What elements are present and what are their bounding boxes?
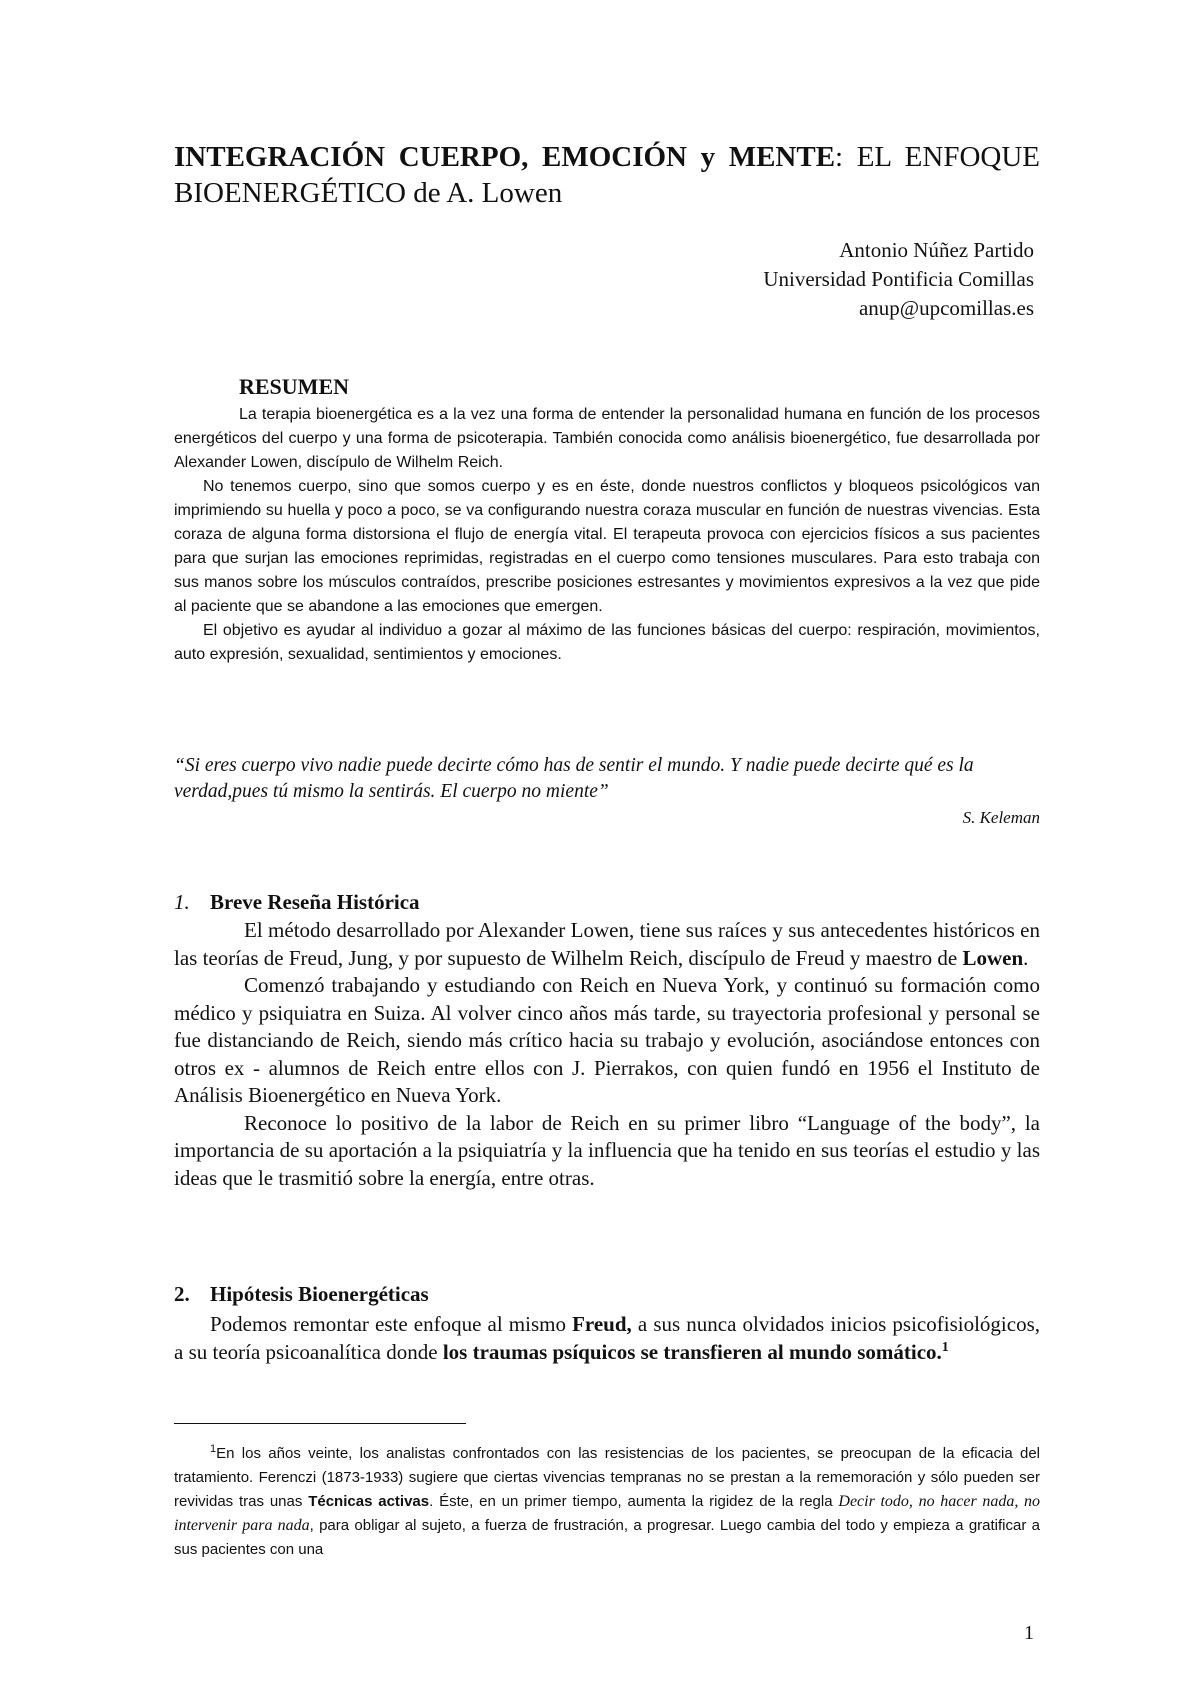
- paper-title: [174, 140, 1040, 174]
- section-2-body: [174, 1310, 1040, 1366]
- section-1-paragraph-1: [174, 917, 1040, 972]
- author-email: anup@upcomillas.es: [858, 296, 1034, 320]
- section-1-title: Breve Reseña Histórica: [210, 890, 420, 914]
- author-block: [763, 236, 1034, 323]
- text-run: El método desarrollado por Alexander Lowen, tiene sus raíces y sus antecedentes históricos en las teorías de Freud, Jung, y por supuesto de Wilhelm Reich, discípulo de Freud y maestro de: [174, 918, 1040, 970]
- author-name: Antonio Núñez Partido: [839, 238, 1034, 262]
- text-run: .: [1023, 945, 1029, 970]
- abstract-paragraph-3: El objetivo es ayudar al individuo a gozar al máximo de las funciones básicas del cuerpo: respiración, movimientos, auto expresión, sexualidad, sentimientos y emociones.: [174, 622, 1040, 663]
- text-run: a sus nunca olvidados inicios psicofisiológicos, a su teoría psicoanalítica donde: [174, 1312, 1041, 1364]
- text-run: En los años veinte, los analistas confrontados con las resistencias de los pacientes, se preocupan de la eficacia del tratamiento. Ferenczi (1873-1933) sugiere que ciertas vivencias tempranas no se prestan a la rememoración y sólo pueden ser revividas tras unas: [174, 1445, 1040, 1510]
- section-1-heading: [174, 890, 420, 915]
- epigraph-quote: “Si eres cuerpo vivo nadie puede decirte cómo has de sentir el mundo. Y nadie puede decirte qué es la verdad,pues tú mismo la sentirás. El cuerpo no miente”: [174, 755, 974, 802]
- section-2-heading: [174, 1282, 429, 1307]
- epigraph-author: S. Keleman: [962, 808, 1040, 827]
- title-bold-part: INTEGRACIÓN CUERPO, EMOCIÓN y MENTE: [174, 141, 836, 173]
- title-rest: : EL ENFOQUE: [835, 141, 1040, 173]
- footnote-marker: 1: [210, 1443, 217, 1455]
- text-run: . Éste, en un primer tiempo, aumenta la rigidez de la regla: [429, 1493, 839, 1510]
- author-affiliation: Universidad Pontificia Comillas: [763, 267, 1034, 291]
- section-1-paragraph-2: Comenzó trabajando y estudiando con Reich en Nueva York, y continuó su formación como médico y psiquiatra en Suiza. Al volver cinco años más tarde, su trayectoria profesional y personal se fue distanciando de Reich, siendo más crítico hacia su trabajo y evolución, asociándose entonces con otros ex - alumnos de Reich entre ellos con J. Pierrakos, con quien fundó en 1956 el Instituto de Análisis Bioenergético en Nueva York.: [174, 973, 1040, 1107]
- bold-run: Técnicas activas: [308, 1493, 430, 1510]
- abstract-paragraph-1: La terapia bioenergética es a la vez una forma de entender la personalidad humana en función de los procesos energéticos del cuerpo y una forma de psicoterapia. También conocida como análisis bioenergético, fue desarrollada por Alexander Lowen, discípulo de Wilhelm Reich.: [174, 406, 1040, 471]
- section-2-number: 2.: [174, 1282, 190, 1306]
- abstract-paragraph-2: No tenemos cuerpo, sino que somos cuerpo y es en éste, donde nuestros conflictos y bloqueos psicológicos van imprimiendo su huella y poco a poco, se va configurando nuestra coraza muscular en función de nuestras vivencias. Esta coraza de alguna forma distorsiona el flujo de energía vital. El terapeuta provoca con ejercicios físicos a sus pacientes para que surjan las emociones reprimidas, registradas en el cuerpo como tensiones musculares. Para esto trabaja con sus manos sobre los músculos contraídos, prescribe posiciones estresantes y movimientos expresivos a la vez que pide al paciente que se abandone a las emociones que emergen.: [174, 478, 1040, 615]
- page-number: 1: [1024, 1622, 1034, 1644]
- abstract: [174, 403, 1040, 667]
- text-run: , para obligar al sujeto, a fuerza de frustración, a progresar. Luego cambia del todo y empieza a gratificar a sus pacientes con una: [174, 1517, 1040, 1558]
- section-1-number: 1.: [174, 890, 190, 914]
- section-1-paragraph-3: Reconoce lo positivo de la labor de Reich en su primer libro “Language of the body”, la importancia de su aportación a la psiquiatría y la influencia que ha tenido en sus teorías el estudio y las ideas que le trasmitió sobre la energía, entre otras.: [174, 1110, 1040, 1190]
- footnote-separator: [174, 1423, 466, 1424]
- section-1-body: [174, 917, 1040, 1192]
- footnote-1: [174, 1442, 1040, 1562]
- paper-title-line2: BIOENERGÉTICO de A. Lowen: [174, 177, 563, 209]
- text-run: Podemos remontar este enfoque al mismo: [210, 1312, 573, 1336]
- footnote-reference[interactable]: 1: [941, 1340, 949, 1355]
- abstract-heading: RESUMEN: [239, 374, 350, 399]
- bold-run: los traumas psíquicos se transfieren al mundo somático.: [442, 1340, 942, 1364]
- footnote: [174, 1442, 1040, 1562]
- bold-run: Freud,: [572, 1312, 632, 1336]
- italic-run: Decir todo, no hacer nada, no intervenir para nada: [174, 1493, 1040, 1534]
- bold-run: Lowen: [962, 945, 1024, 970]
- section-2-title: Hipótesis Bioenergéticas: [210, 1282, 429, 1306]
- section-2-paragraph-1: [174, 1310, 1040, 1366]
